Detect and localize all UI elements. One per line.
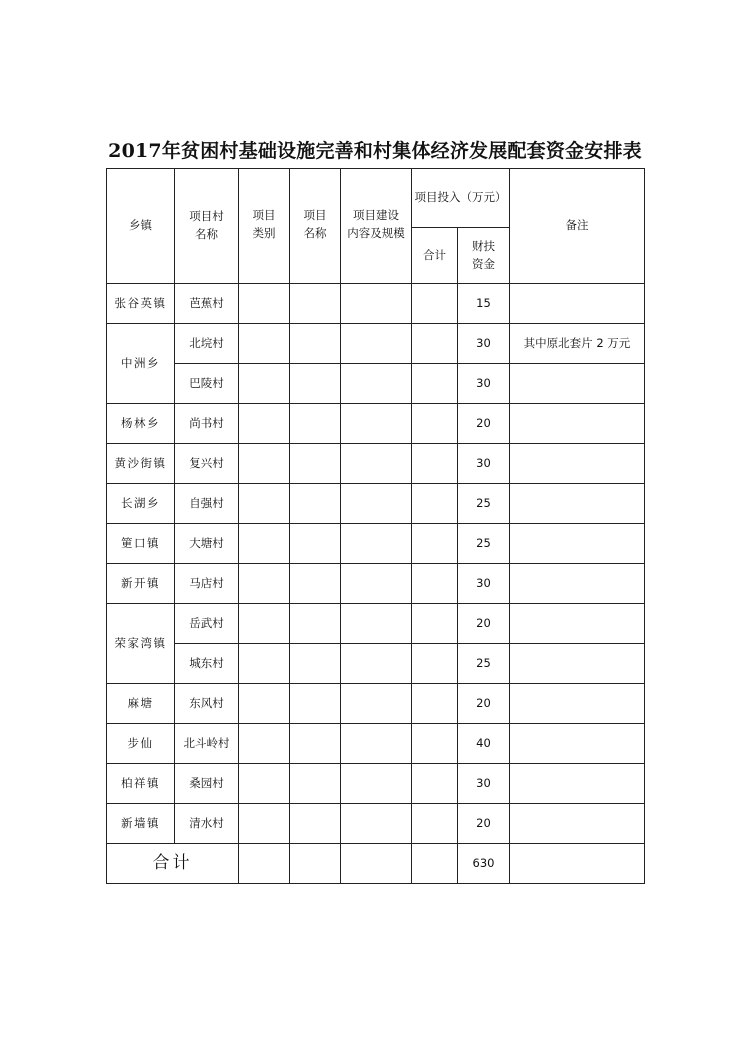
subtotal-cell [412, 404, 458, 444]
header-investment: 项目投入（万元） [412, 169, 510, 228]
header-village-line2: 名称 [195, 227, 218, 241]
table-row [107, 644, 645, 684]
remark-cell [510, 644, 645, 684]
project-name-cell [290, 844, 341, 884]
category-cell [239, 524, 290, 564]
project-name-cell [290, 484, 341, 524]
header-remark: 备注 [510, 169, 645, 284]
village-cell: 尚书村 [175, 404, 239, 444]
remark-cell [510, 764, 645, 804]
category-cell [239, 364, 290, 404]
village-cell: 北斗岭村 [175, 724, 239, 764]
content-cell [341, 284, 412, 324]
page-title: 2017年贫困村基础设施完善和村集体经济发展配套资金安排表 [108, 140, 642, 162]
fund-cell: 25 [458, 524, 510, 564]
total-fund-cell: 630 [458, 844, 510, 884]
subtotal-cell [412, 724, 458, 764]
table-row [107, 524, 645, 564]
header-subtotal: 合计 [412, 228, 458, 284]
subtotal-cell [412, 444, 458, 484]
fund-cell: 15 [458, 284, 510, 324]
project-name-cell [290, 644, 341, 684]
subtotal-cell [412, 604, 458, 644]
fund-cell: 25 [458, 644, 510, 684]
table-row [107, 364, 645, 404]
subtotal-cell [412, 284, 458, 324]
fund-cell: 20 [458, 404, 510, 444]
header-category-line2: 类别 [252, 225, 276, 240]
header-township: 乡镇 [107, 169, 175, 284]
remark-cell [510, 604, 645, 644]
content-cell [341, 564, 412, 604]
subtotal-cell [412, 524, 458, 564]
township-cell: 麻塘 [107, 684, 175, 724]
funding-table [106, 168, 645, 884]
table-row [107, 684, 645, 724]
township-cell: 新开镇 [107, 564, 175, 604]
category-cell [239, 324, 290, 364]
category-cell [239, 404, 290, 444]
header-category [239, 169, 290, 284]
category-cell [239, 644, 290, 684]
village-cell: 大塘村 [175, 524, 239, 564]
remark-cell [510, 804, 645, 844]
project-name-cell [290, 444, 341, 484]
category-cell [239, 444, 290, 484]
village-cell: 城东村 [175, 644, 239, 684]
township-cell: 筻口镇 [107, 524, 175, 564]
table-row [107, 564, 645, 604]
project-name-cell [290, 604, 341, 644]
village-cell: 复兴村 [175, 444, 239, 484]
township-cell: 黄沙街镇 [107, 444, 175, 484]
subtotal-cell [412, 804, 458, 844]
header-village-line1: 项目村 [189, 209, 224, 224]
project-name-cell [290, 364, 341, 404]
remark-cell [510, 444, 645, 484]
township-cell: 步仙 [107, 724, 175, 764]
subtotal-cell [412, 764, 458, 804]
fund-cell: 30 [458, 444, 510, 484]
remark-cell [510, 484, 645, 524]
header-row-top [107, 169, 645, 228]
village-cell: 岳武村 [175, 604, 239, 644]
header-project-name-line2: 名称 [303, 225, 327, 240]
project-name-cell [290, 404, 341, 444]
content-cell [341, 404, 412, 444]
township-cell: 柏祥镇 [107, 764, 175, 804]
township-cell: 张谷英镇 [107, 284, 175, 324]
table-row [107, 724, 645, 764]
fund-cell: 40 [458, 724, 510, 764]
township-cell: 杨林乡 [107, 404, 175, 444]
township-cell: 荣家湾镇 [107, 604, 175, 684]
remark-cell: 其中原北套片 2 万元 [510, 324, 645, 364]
content-cell [341, 684, 412, 724]
header-content-line1: 项目建设 [353, 208, 399, 222]
project-name-cell [290, 804, 341, 844]
header-fund-line2: 资金 [472, 256, 495, 271]
subtotal-cell [412, 844, 458, 884]
table-row [107, 604, 645, 644]
township-cell: 新墙镇 [107, 804, 175, 844]
category-cell [239, 844, 290, 884]
content-cell [341, 804, 412, 844]
remark-cell [510, 524, 645, 564]
village-cell: 自强村 [175, 484, 239, 524]
header-project-name-line1: 项目 [303, 208, 327, 222]
content-cell [341, 724, 412, 764]
content-cell [341, 324, 412, 364]
header-content-line2: 内容及规模 [347, 225, 405, 240]
header-project-name [290, 169, 341, 284]
content-cell [341, 764, 412, 804]
fund-cell: 30 [458, 564, 510, 604]
remark-cell [510, 844, 645, 884]
content-cell [341, 844, 412, 884]
village-cell: 芭蕉村 [175, 284, 239, 324]
village-cell: 巴陵村 [175, 364, 239, 404]
fund-cell: 20 [458, 604, 510, 644]
fund-cell: 20 [458, 804, 510, 844]
table-row [107, 764, 645, 804]
fund-cell: 30 [458, 364, 510, 404]
village-cell: 清水村 [175, 804, 239, 844]
table-row [107, 804, 645, 844]
category-cell [239, 764, 290, 804]
category-cell [239, 604, 290, 644]
subtotal-cell [412, 484, 458, 524]
content-cell [341, 364, 412, 404]
subtotal-cell [412, 564, 458, 604]
content-cell [341, 604, 412, 644]
village-cell: 北垸村 [175, 324, 239, 364]
project-name-cell [290, 284, 341, 324]
fund-cell: 30 [458, 324, 510, 364]
project-name-cell [290, 564, 341, 604]
project-name-cell [290, 324, 341, 364]
category-cell [239, 564, 290, 604]
township-cell: 长湖乡 [107, 484, 175, 524]
content-cell [341, 524, 412, 564]
fund-cell: 20 [458, 684, 510, 724]
village-cell: 桑园村 [175, 764, 239, 804]
remark-cell [510, 564, 645, 604]
subtotal-cell [412, 364, 458, 404]
township-cell: 中洲乡 [107, 324, 175, 404]
content-cell [341, 644, 412, 684]
category-cell [239, 684, 290, 724]
subtotal-cell [412, 684, 458, 724]
category-cell [239, 804, 290, 844]
remark-cell [510, 684, 645, 724]
remark-cell [510, 404, 645, 444]
table-row [107, 484, 645, 524]
content-cell [341, 484, 412, 524]
remark-cell [510, 284, 645, 324]
village-cell: 马店村 [175, 564, 239, 604]
remark-cell [510, 724, 645, 764]
total-label: 合计 [107, 844, 239, 884]
category-cell [239, 484, 290, 524]
project-name-cell [290, 684, 341, 724]
fund-cell: 30 [458, 764, 510, 804]
fund-cell: 25 [458, 484, 510, 524]
header-village [175, 169, 239, 284]
header-category-line1: 项目 [252, 208, 276, 222]
remark-cell [510, 364, 645, 404]
category-cell [239, 724, 290, 764]
header-content [341, 169, 412, 284]
subtotal-cell [412, 644, 458, 684]
subtotal-cell [412, 324, 458, 364]
project-name-cell [290, 764, 341, 804]
table-row [107, 324, 645, 364]
table-row [107, 284, 645, 324]
total-row [107, 844, 645, 884]
content-cell [341, 444, 412, 484]
header-fund [458, 228, 510, 284]
category-cell [239, 284, 290, 324]
table-row [107, 444, 645, 484]
table-row [107, 404, 645, 444]
project-name-cell [290, 724, 341, 764]
project-name-cell [290, 524, 341, 564]
header-fund-line1: 财扶 [472, 238, 495, 253]
village-cell: 东风村 [175, 684, 239, 724]
